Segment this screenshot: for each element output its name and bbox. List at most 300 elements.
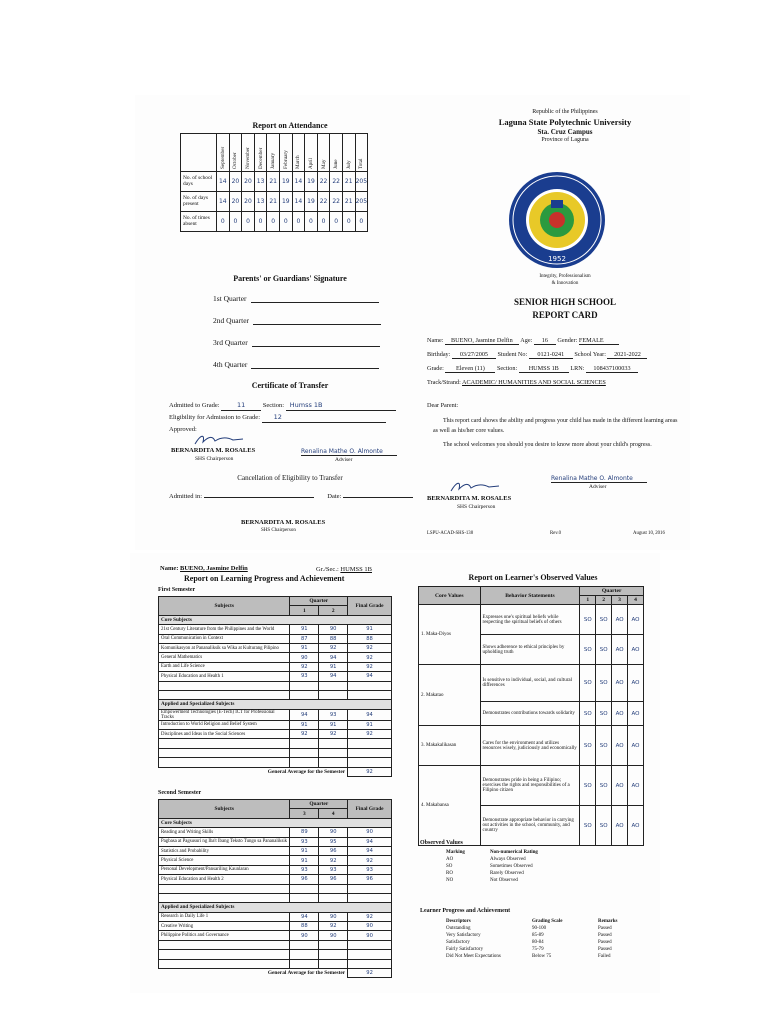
attendance-cell: 205 <box>355 192 368 212</box>
admitted-in-line <box>169 493 419 501</box>
subject-name: Reading and Writing Skills <box>159 828 290 837</box>
behavior-statement: Demonstrate appropriate behavior in carrying out activities in the school, community, and country <box>480 806 580 846</box>
empty-row <box>159 950 392 959</box>
age-label: Age: <box>520 337 533 344</box>
legend-mark: RO <box>446 871 453 876</box>
grade-row <box>159 837 392 846</box>
quarter-header: Quarter <box>290 800 348 809</box>
legend-row <box>446 877 596 884</box>
grade-q: 91 <box>290 625 319 634</box>
scale-row <box>446 932 646 939</box>
behavior-statement: Is sensitive to individual, social, and cultural differences <box>480 665 580 702</box>
value-mark: AO <box>628 702 644 726</box>
scale-title: Learner Progress and Achievement <box>420 908 511 914</box>
student-track-line <box>427 379 692 386</box>
grade-q: 93 <box>290 837 319 846</box>
value-mark: AO <box>612 635 628 665</box>
month-label: January <box>270 152 277 169</box>
letter-chair-name: BERNARDITA M. ROSALES <box>427 495 512 502</box>
attendance-cell: 0 <box>254 212 267 232</box>
behavior-statement: Demonstrates contributions towards solidarity <box>480 702 580 726</box>
grade-q: 92 <box>319 922 348 931</box>
value-mark: AO <box>612 806 628 846</box>
subjects-header: Subjects <box>159 800 290 819</box>
attendance-cell: 0 <box>355 212 368 232</box>
legend-row <box>446 856 596 863</box>
student-name: BUENO, Jasmine Delfin <box>445 337 519 345</box>
attendance-row <box>181 192 368 212</box>
attendance-cell: 13 <box>254 172 267 192</box>
report-card-grades-sheet <box>130 553 660 993</box>
attendance-cell: 0 <box>292 212 305 232</box>
final-grade: 91 <box>348 625 392 634</box>
attendance-cell: 14 <box>217 192 230 212</box>
subject-name: Statistics and Probability <box>159 846 290 855</box>
student-grade-line <box>427 365 692 373</box>
legend-mark: NO <box>446 878 454 883</box>
attendance-cell: 22 <box>330 192 343 212</box>
grade-row <box>159 730 392 739</box>
grade-q: 93 <box>290 672 319 681</box>
grade-row <box>159 846 392 855</box>
ov-quarter-num: 3 <box>612 596 628 605</box>
grade-q: 90 <box>319 828 348 837</box>
letter-paragraph-1: This report card shows the ability and progress your child has made in the different learning areas as well as his/her core values. <box>433 418 678 434</box>
final-grade: 94 <box>348 672 392 681</box>
subject-name: Introduction to World Religion and Belief System <box>159 720 290 729</box>
progress-grsec-line <box>316 566 372 574</box>
value-mark: SO <box>596 702 612 726</box>
month-label: July <box>345 159 352 169</box>
value-mark: AO <box>612 766 628 806</box>
final-grade: 90 <box>348 828 392 837</box>
month-label: September <box>219 146 226 169</box>
subject-name: Personal Development/Pansariling Kaunlaran <box>159 865 290 874</box>
value-mark: SO <box>596 726 612 766</box>
approved-label: Approved: <box>169 426 197 433</box>
value-mark: SO <box>580 766 596 806</box>
gender-label: Gender: <box>557 337 578 344</box>
quarter-header: Quarter <box>290 597 348 606</box>
month-label: Total <box>358 157 365 169</box>
grade-q: 95 <box>319 837 348 846</box>
first-semester-title: First Semester <box>158 587 196 593</box>
scale-range: 90-100 <box>532 926 547 931</box>
subject-name: 21st Century Literature from the Philippines and the World <box>159 625 290 634</box>
final-grade: 92 <box>348 912 392 921</box>
chairperson-role-2: SHS Chairperson <box>261 528 296 533</box>
ov-quarter-num: 1 <box>580 596 596 605</box>
track-label: Track/Strand: <box>427 379 461 386</box>
grade-q: 92 <box>319 856 348 865</box>
school-year-label: School Year: <box>574 351 606 358</box>
grade-q: 90 <box>290 931 319 940</box>
month-label: December <box>257 147 264 169</box>
value-mark: AO <box>612 665 628 702</box>
footer-rev: Rev.0 <box>550 531 562 536</box>
grade-q: 93 <box>290 865 319 874</box>
scale-desc: Fairly Satisfactory <box>446 947 484 952</box>
final-grade: 90 <box>348 922 392 931</box>
admitted-line <box>169 402 419 411</box>
grade-q: 96 <box>319 875 348 884</box>
value-mark: AO <box>628 605 644 635</box>
grade-q: 92 <box>290 662 319 671</box>
grade-row <box>159 931 392 940</box>
subject-name: Philippine Politics and Governance <box>159 931 290 940</box>
subject-name: Oral Communication in Context <box>159 634 290 643</box>
scale-range: 85-89 <box>532 933 544 938</box>
final-grade: 92 <box>348 662 392 671</box>
attendance-cell: 0 <box>342 212 355 232</box>
grade-q: 94 <box>290 709 319 720</box>
values-row <box>419 605 644 635</box>
empty-row <box>159 959 392 968</box>
student-track: ACADEMIC/ HUMANITIES AND SOCIAL SCIENCES <box>462 379 606 386</box>
value-mark: SO <box>580 605 596 635</box>
month-label: April <box>307 157 314 169</box>
grade-q: 94 <box>319 672 348 681</box>
grade-row <box>159 653 392 662</box>
final-grade: 92 <box>348 643 392 652</box>
quarter-label: 4th Quarter <box>213 360 248 369</box>
admitted-value: 11 <box>221 402 261 411</box>
scale-range: 75-79 <box>532 947 544 952</box>
scale-remark: Passed <box>598 947 612 952</box>
final-grade: 92 <box>348 856 392 865</box>
scale-remark: Passed <box>598 933 612 938</box>
campus-name: Sta. Cruz Campus <box>537 128 593 136</box>
student-gender: FEMALE <box>579 337 619 345</box>
subject-name: Empowerment Technologies (E-Tech) ICT for Professional Tracks <box>159 709 290 720</box>
attendance-cell: 13 <box>254 192 267 212</box>
final-grade: 94 <box>348 837 392 846</box>
value-mark: SO <box>596 806 612 846</box>
grade-row <box>159 865 392 874</box>
subject-name: Earth and Life Science <box>159 662 290 671</box>
value-mark: AO <box>628 766 644 806</box>
attendance-cell: 0 <box>330 212 343 232</box>
final-grade: 94 <box>348 709 392 720</box>
quarter-num: 2 <box>319 606 348 615</box>
footer-code: LSPU-ACAD-SHS-138 <box>427 531 474 536</box>
value-mark: SO <box>580 726 596 766</box>
final-grade: 91 <box>348 720 392 729</box>
legend-desc: Sometimes Observed <box>490 864 533 869</box>
general-average-label: General Average for the Semester <box>267 769 346 776</box>
empty-row <box>159 893 392 902</box>
quarter-label: 1st Quarter <box>213 294 247 303</box>
core-subjects-label: Core Subjects <box>159 818 392 827</box>
quarter-num: 1 <box>290 606 319 615</box>
value-mark: SO <box>580 665 596 702</box>
value-mark: AO <box>612 702 628 726</box>
month-label: February <box>282 149 289 169</box>
grsec-label: Gr./Sec.: <box>316 566 339 573</box>
value-mark: AO <box>628 665 644 702</box>
legend-mark: SO <box>446 864 453 869</box>
adviser-role: Adviser <box>335 457 353 463</box>
adviser-signature: Renalina Mathe O. Almonte <box>301 448 397 456</box>
letter-paragraph-2: The school welcomes you should you desire to know more about your child's progress. <box>443 442 652 448</box>
core-value: 2. Makatao <box>419 665 481 726</box>
university-seal <box>507 170 607 270</box>
final-grade: 94 <box>348 846 392 855</box>
section-value: Humss 1B <box>286 402 396 411</box>
final-grade: 90 <box>348 931 392 940</box>
eligibility-label: Eligibility for Admission to Grade: <box>169 414 260 421</box>
empty-row <box>159 739 392 748</box>
letter-adviser-signature: Renalina Mathe O. Almonte <box>551 475 647 483</box>
grade-q: 87 <box>290 634 319 643</box>
progress-name-line <box>160 565 248 573</box>
quarter-label: 3rd Quarter <box>213 338 248 347</box>
scale-desc: Outstanding <box>446 926 471 931</box>
core-subjects-label: Core Subjects <box>159 615 392 624</box>
final-grade: 92 <box>348 730 392 739</box>
grade-q: 90 <box>319 931 348 940</box>
attendance-cell: 0 <box>305 212 318 232</box>
grade-row <box>159 625 392 634</box>
attendance-row-label: No. of times absent <box>181 212 217 232</box>
applied-subjects-label: Applied and Specialized Subjects <box>159 903 392 912</box>
admitted-in-label: Admitted in: <box>169 493 203 500</box>
month-label: March <box>295 154 302 169</box>
student-birthday: 03/27/2005 <box>452 351 496 359</box>
ov-quarter-header: Quarter <box>580 587 644 596</box>
grade-row <box>159 634 392 643</box>
observed-values-table <box>418 586 644 846</box>
value-mark: SO <box>596 635 612 665</box>
chairperson-name-2: BERNARDITA M. ROSALES <box>241 519 326 526</box>
eligibility-value: 12 <box>262 414 386 423</box>
grade-row <box>159 720 392 729</box>
attendance-cell: 22 <box>330 172 343 192</box>
attendance-cell: 14 <box>292 192 305 212</box>
subject-name: General Mathematics <box>159 653 290 662</box>
subject-name: Disciplines and Ideas in the Social Sciences <box>159 730 290 739</box>
grade-q: 92 <box>290 730 319 739</box>
value-mark: SO <box>580 702 596 726</box>
grade-q: 91 <box>319 720 348 729</box>
parents-signature-title: Parents' or Guardians' Signature <box>233 274 347 283</box>
doc-title-2: REPORT CARD <box>532 310 598 320</box>
values-row <box>419 766 644 806</box>
grade-q: 91 <box>290 720 319 729</box>
legend-desc: Not Observed <box>490 878 518 883</box>
month-label: May <box>320 158 327 169</box>
admitted-label: Admitted to Grade: <box>169 402 220 409</box>
grade-row <box>159 662 392 671</box>
student-name-line <box>427 337 687 345</box>
attendance-cell: 19 <box>305 192 318 212</box>
grade-q: 96 <box>319 846 348 855</box>
value-mark: SO <box>580 806 596 846</box>
remarks-header: Remarks <box>598 919 618 924</box>
second-semester-table <box>158 799 392 978</box>
student-birthday-line <box>427 351 692 359</box>
quarter-signature-line <box>213 338 380 347</box>
grade-q: 92 <box>319 730 348 739</box>
subject-name: Physical Education and Health 1 <box>159 672 290 681</box>
grade-row <box>159 875 392 884</box>
scale-desc: Very Satisfactory <box>446 933 481 938</box>
student-grade: Eleven (11) <box>445 365 495 373</box>
descriptors-header: Descriptors <box>446 919 471 924</box>
grade-q: 96 <box>290 875 319 884</box>
progress-title: Report on Learning Progress and Achievement <box>184 574 345 583</box>
birthday-label: Birthday: <box>427 351 451 358</box>
scale-row <box>446 953 646 960</box>
footer-date: August 10, 2016 <box>633 531 665 536</box>
grade-row <box>159 643 392 652</box>
final-grade-header: Final Grade <box>348 597 392 616</box>
student-lrn: 108437100033 <box>586 365 638 373</box>
month-label: October <box>232 151 239 169</box>
scale-row <box>446 946 646 953</box>
attendance-row <box>181 212 368 232</box>
empty-row <box>159 690 392 699</box>
grading-scale-table <box>446 918 646 960</box>
month-label: November <box>244 146 251 169</box>
attendance-cell: 205 <box>355 172 368 192</box>
values-row <box>419 665 644 702</box>
grade-q: 91 <box>290 846 319 855</box>
attendance-cell: 21 <box>342 192 355 212</box>
value-mark: AO <box>628 806 644 846</box>
student-section: HUMSS 1B <box>519 365 569 373</box>
attendance-cell: 0 <box>317 212 330 232</box>
subjects-header: Subjects <box>159 597 290 616</box>
value-mark: AO <box>628 635 644 665</box>
core-value: 3. Makakalikasan <box>419 726 481 766</box>
lrn-label: LRN: <box>570 365 585 372</box>
value-mark: SO <box>596 605 612 635</box>
student-no-label: Student No: <box>497 351 528 358</box>
behavior-statement: Cares for the environment and utilizes resources wisely, judiciously and economically <box>480 726 580 766</box>
attendance-cell: 20 <box>242 192 255 212</box>
subject-name: Creative Writing <box>159 922 290 931</box>
report-card-cover-sheet <box>135 95 690 550</box>
grade-row <box>159 672 392 681</box>
final-grade: 93 <box>348 865 392 874</box>
cancellation-title: Cancellation of Eligibility to Transfer <box>237 474 343 482</box>
grade-row <box>159 922 392 931</box>
attendance-cell: 0 <box>267 212 280 232</box>
grade-q: 88 <box>319 634 348 643</box>
attendance-cell: 14 <box>292 172 305 192</box>
grsec-value: HUMSS 1B <box>340 566 372 573</box>
empty-row <box>159 884 392 893</box>
behavior-statement: Shows adherence to ethical principles by upholding truth <box>480 635 580 665</box>
grade-row <box>159 912 392 921</box>
empty-row <box>159 681 392 690</box>
behavior-statement: Demonstrates pride in being a Filipino; exercises the rights and responsibilities of a Filipino citizen <box>480 766 580 806</box>
value-mark: SO <box>596 665 612 702</box>
attendance-cell: 20 <box>229 192 242 212</box>
applied-subjects-label: Applied and Specialized Subjects <box>159 700 392 709</box>
general-average-label: General Average for the Semester <box>267 970 346 977</box>
average-row <box>159 969 392 978</box>
scale-range: 80-84 <box>532 940 544 945</box>
quarter-signature-line <box>213 294 379 303</box>
attendance-cell: 19 <box>279 192 292 212</box>
observed-values-title: Report on Learner's Observed Values <box>468 573 598 582</box>
final-grade-header: Final Grade <box>348 800 392 819</box>
school-year: 2021-2022 <box>607 351 647 359</box>
final-grade: 96 <box>348 875 392 884</box>
attendance-cell: 0 <box>217 212 230 232</box>
university-name: Laguna State Polytechnic University <box>498 117 632 127</box>
transfer-title: Certificate of Transfer <box>251 381 329 390</box>
grade-q: 93 <box>319 709 348 720</box>
attendance-cell: 20 <box>229 172 242 192</box>
scale-desc: Did Not Meet Expectations <box>446 954 501 959</box>
grade-row <box>159 709 392 720</box>
grade-row <box>159 856 392 865</box>
attendance-cell: 0 <box>229 212 242 232</box>
attendance-cell: 21 <box>267 172 280 192</box>
attendance-cell: 19 <box>305 172 318 192</box>
attendance-cell: 20 <box>242 172 255 192</box>
letter-adviser-role: Adviser <box>589 484 607 490</box>
attendance-table <box>180 133 368 232</box>
ov-quarter-num: 4 <box>628 596 644 605</box>
behavior-header: Behavior Statements <box>480 587 580 605</box>
date-label: Date: <box>327 493 342 500</box>
grade-row <box>159 828 392 837</box>
general-average-value: 92 <box>348 969 392 978</box>
marking-header: Marking <box>446 850 465 855</box>
value-mark: AO <box>612 726 628 766</box>
grade-q: 91 <box>319 662 348 671</box>
grade-label: Grade: <box>427 365 444 372</box>
attendance-cell: 0 <box>242 212 255 232</box>
quarter-signature-line <box>213 360 379 369</box>
scale-remark: Failed <box>598 954 611 959</box>
chairperson-role: SHS Chairperson <box>195 456 234 462</box>
value-mark: SO <box>580 635 596 665</box>
section-label-2: Section: <box>496 365 518 372</box>
attendance-cell: 22 <box>317 172 330 192</box>
grade-q: 90 <box>290 653 319 662</box>
core-values-header: Core Values <box>419 587 481 605</box>
empty-row <box>159 748 392 757</box>
attendance-cell: 22 <box>317 192 330 212</box>
attendance-row-label: No. of school days <box>181 172 217 192</box>
subject-name: Research in Daily Life 1 <box>159 912 290 921</box>
province-label: Province of Laguna <box>541 137 589 143</box>
attendance-cell: 0 <box>279 212 292 232</box>
attendance-row <box>181 172 368 192</box>
value-mark: AO <box>612 605 628 635</box>
legend-mark: AO <box>446 857 454 862</box>
rating-header: Non-numerical Rating <box>490 850 538 855</box>
attendance-cell: 19 <box>279 172 292 192</box>
section-label: Section: <box>262 402 285 409</box>
legend-row <box>446 863 596 870</box>
quarter-signature-line <box>213 316 381 325</box>
grade-q: 90 <box>319 912 348 921</box>
value-mark: AO <box>628 726 644 766</box>
final-grade: 88 <box>348 634 392 643</box>
grade-q: 91 <box>290 856 319 865</box>
student-no: 0121-0241 <box>529 351 573 359</box>
attendance-cell: 14 <box>217 172 230 192</box>
student-age: 16 <box>534 337 556 345</box>
core-value: 4. Makabansa <box>419 766 481 846</box>
attendance-cell: 21 <box>267 192 280 212</box>
